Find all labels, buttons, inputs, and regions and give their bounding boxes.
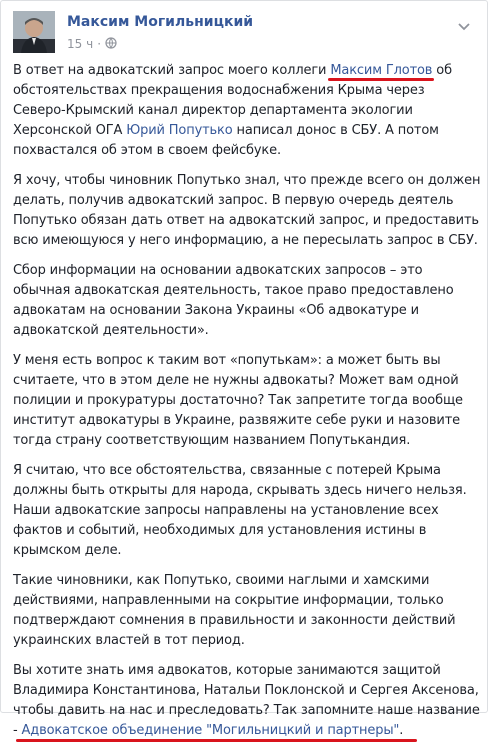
p1-text-1: В ответ на адвокатский запрос моего коллеги [13, 63, 331, 78]
p1-text-3: написал донос в СБУ. А потом похвастался об этом в своем фейсбуке. [13, 123, 439, 158]
paragraph-1 [13, 61, 481, 161]
red-underline-mark [328, 78, 434, 81]
paragraph-5: Я считаю, что все обстоятельства, связанные с потерей Крыма должны быть открыты для народа, скрывать здесь ничего нельзя. Наши адвокатские запросы направлены на установление всех фактов и событий, необходимых для установления истины в крымском деле. [13, 463, 467, 558]
post-meta [67, 37, 117, 52]
post-body [13, 61, 481, 751]
post-time[interactable]: 15 ч [67, 37, 94, 51]
org-link-wrap [22, 723, 400, 738]
paragraph-2: Я хочу, чтобы чиновник Попутько знал, что прежде всего он должен делать, получив адвокатский запрос. В первую очередь деятель Попутько обязан дать ответ на адвокатский запрос, и предоставить всю имеющуюся у него информацию, а не пересылать запрос в СБУ. [13, 173, 481, 248]
paragraph-6: Такие чиновники, как Попутько, своими наглыми и хамскими действиями, направленными на сокрытие информации, только подтверждают сомнения в правильности и законности действий украинских властей в тот период. [13, 573, 456, 648]
meta-separator: · [97, 37, 102, 51]
p7-text-2: . [399, 723, 404, 738]
red-underline-mark [16, 739, 418, 742]
chevron-down-icon[interactable] [457, 17, 471, 27]
author-name[interactable]: Максим Могильницкий [67, 14, 254, 30]
mention-yuriy-poputko[interactable]: Юрий Попутько [126, 123, 233, 138]
mention-maksim-glotov-wrap [330, 63, 432, 78]
paragraph-3: Сбор информации на основании адвокатских запросов – это обычная адвокатская деятельность, такое право предоставлено адвокатам на основании Закона Украины «Об адвокатуре и адвокатской деятельности». [13, 263, 454, 338]
p7-text-1: Вы хотите знать имя адвокатов, которые занимаются защитой Владимира Константинова, Натальи Поклонской и Сергея Аксенова, чтобы давить на нас и преследовать? Так запомните наше название - [13, 663, 480, 738]
avatar[interactable] [13, 11, 55, 53]
org-link-mogilnitsky-partners[interactable]: Адвокатское объединение "Могильницкий и партнеры" [21, 723, 400, 738]
mention-maksim-glotov[interactable]: Максим Глотов [330, 63, 433, 78]
avatar-photo [13, 11, 55, 53]
globe-icon[interactable] [105, 37, 117, 52]
p1-text-2: об обстоятельствах прекращения водоснабжения Крыма через Северо-Крымский канал директор департамента экологии Херсонской ОГА [13, 63, 452, 138]
paragraph-4: У меня есть вопрос к таким вот «попутькам»: а может быть вы считаете, что в этом деле не нужны адвокаты? Может вам одной полиции и прокуратуры достаточно? Так запретите тогда вообще институт адвокатуры в Украине, развяжите себе руки и назовите тогда страну соответствующим названием Попутькандия. [13, 353, 463, 448]
post-header [13, 11, 475, 59]
paragraph-7 [13, 661, 481, 741]
